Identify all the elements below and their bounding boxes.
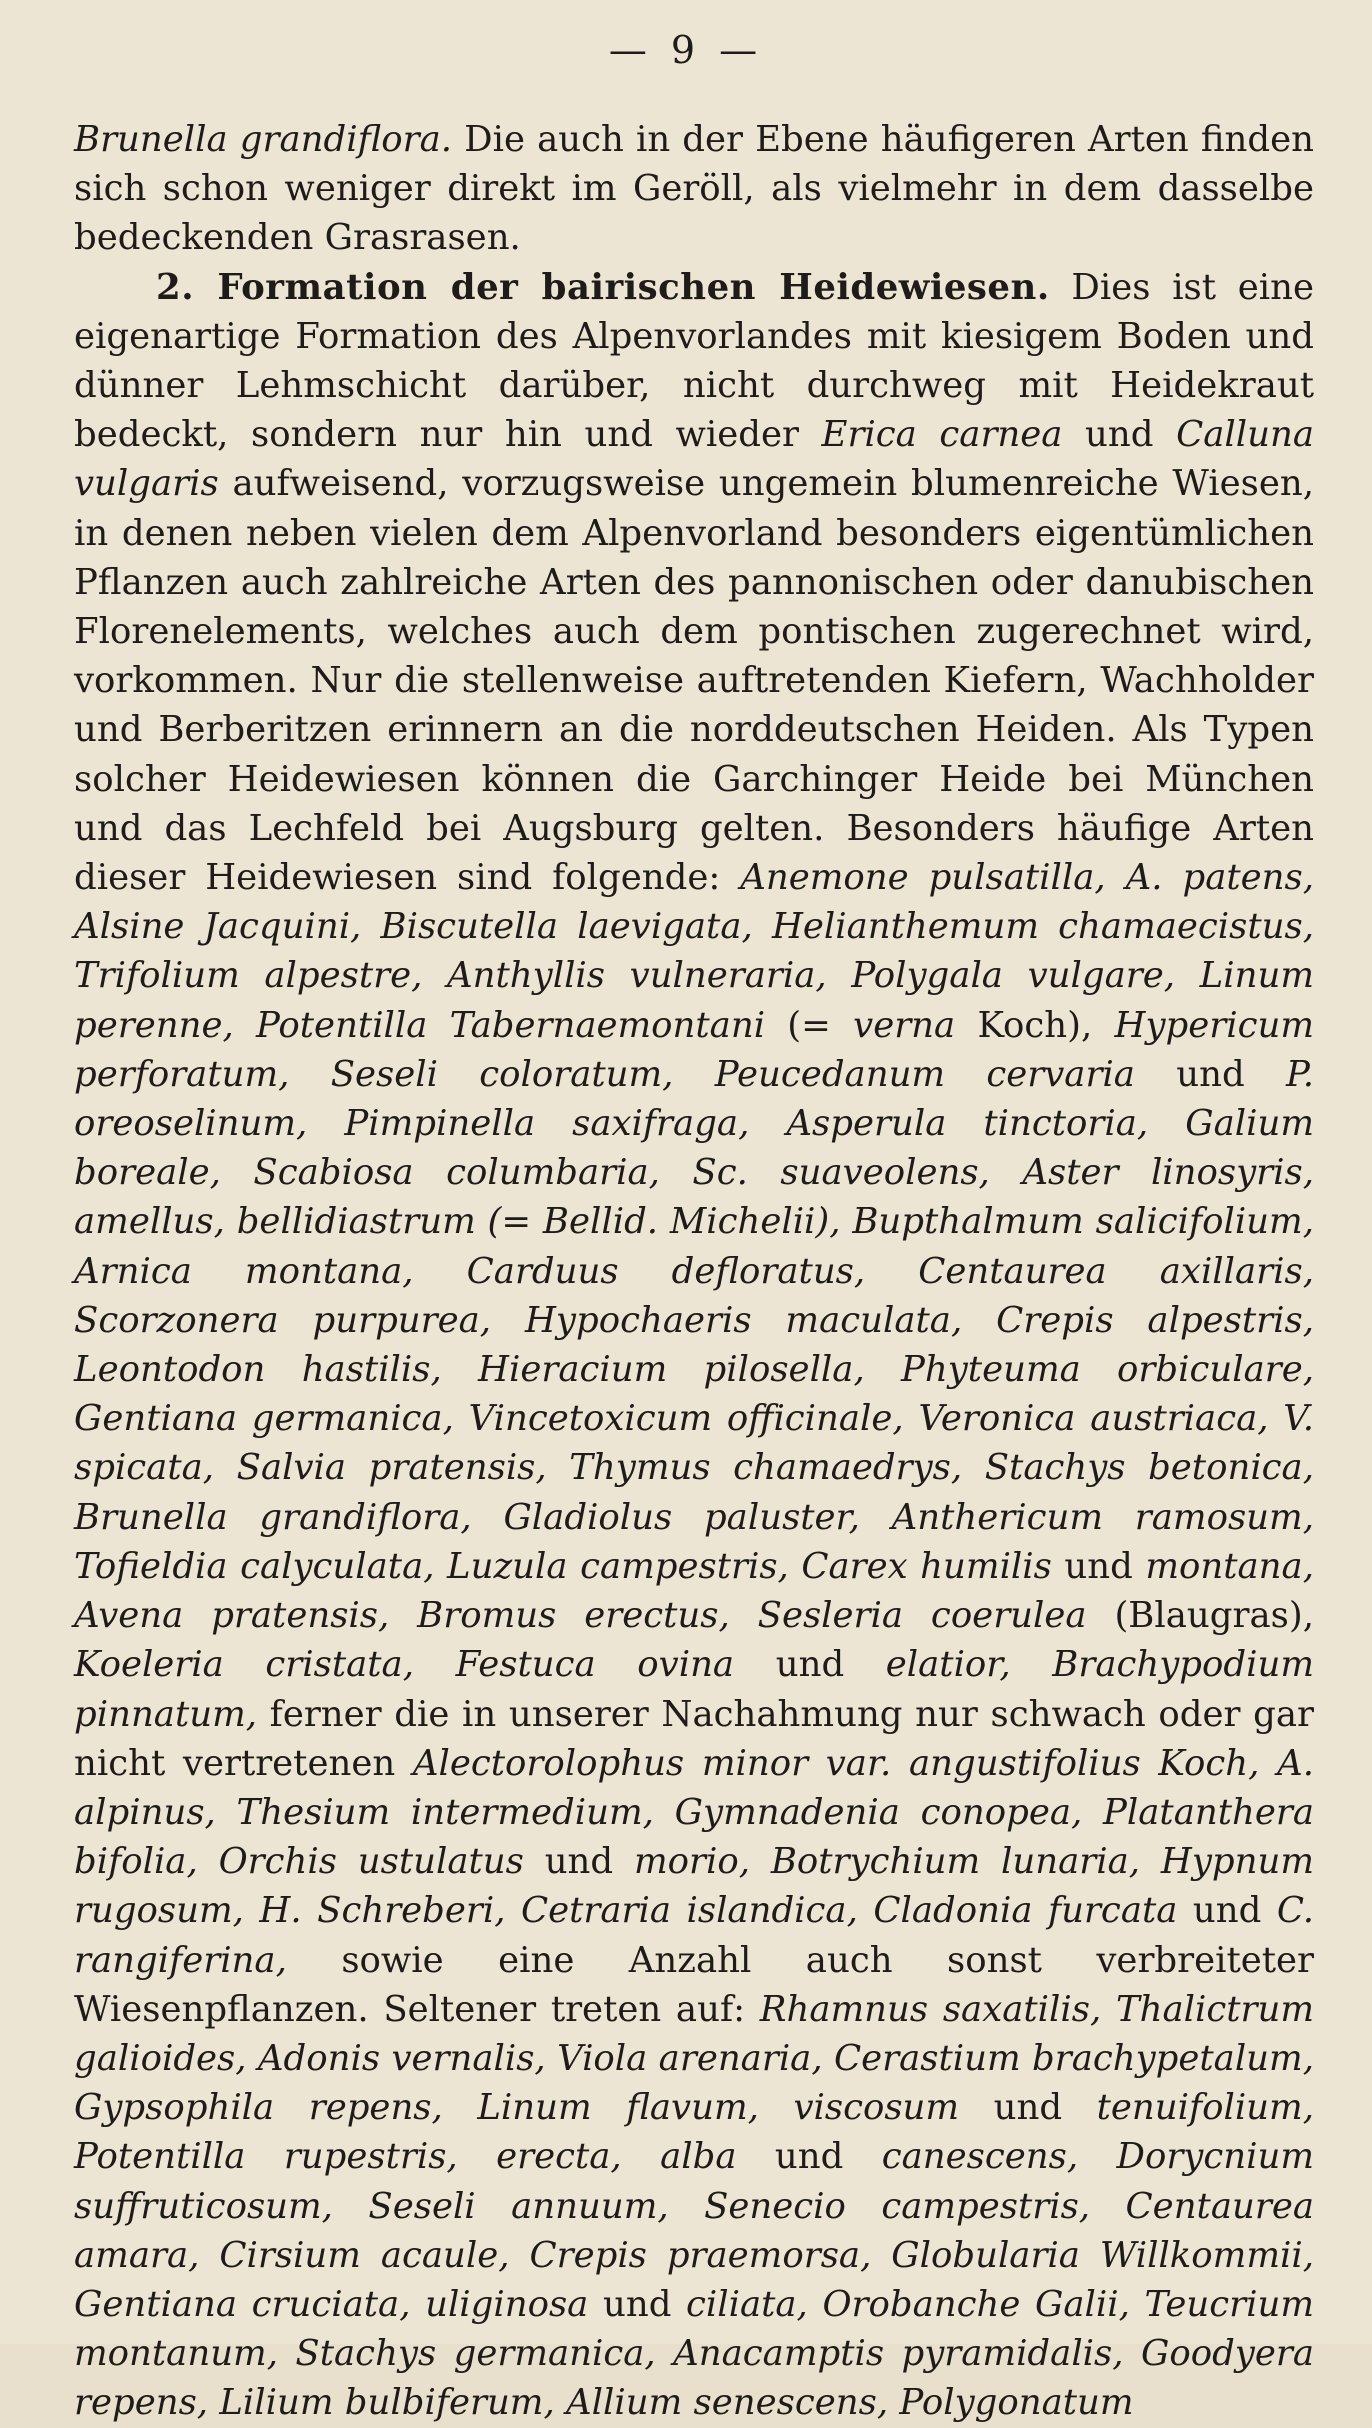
species-name: Calluna vulgaris bbox=[74, 414, 1314, 505]
species-list: canescens, Dorycnium suffruticosum, Seseli annuum, Senecio campestris, Centaurea amara, Cirsium acaule, Crepis praemorsa, Globularia Willkommii, Gentiana cruciata, uliginosa bbox=[74, 2136, 1314, 2325]
species-list: Anemone pulsatilla, A. patens, Alsine Jacquini, Biscutella laevigata, Helianthemum chamaecistus, Trifolium alpestre, Anthyllis vulneraria, Polygala vulgare, Linum perenne, Potentilla Tabernaemontani bbox=[74, 857, 1314, 1046]
paragraph-heidewiesen bbox=[74, 263, 1314, 2428]
species-list: tenuifolium, Potentilla rupestris, erecta, alba bbox=[74, 2087, 1314, 2178]
body-text: und bbox=[1134, 1053, 1287, 1095]
body-text: (= bbox=[765, 1004, 854, 1046]
species-list: morio, Botrychium lunaria, Hypnum rugosum, H. Schreberi, Cetraria islandica, Cladonia furcata bbox=[74, 1841, 1314, 1932]
body-text: und bbox=[736, 2136, 882, 2178]
body-text: und bbox=[734, 1644, 886, 1686]
species-list: Alectorolophus minor var. angustifolius Koch, A. alpinus, Thesium intermedium, Gymnadenia conopea, Platanthera bifolia, Orchis ustulatus bbox=[74, 1742, 1314, 1883]
species-list: Koeleria cristata, Festuca ovina bbox=[74, 1644, 735, 1686]
body-text: (Blaugras), bbox=[1086, 1595, 1314, 1637]
body-text: und bbox=[959, 2087, 1097, 2129]
body-text: sowie eine Anzahl auch sonst verbreiteter Wiesenpflanzen. Seltener treten auf: bbox=[74, 1939, 1314, 2030]
paragraph-continued bbox=[74, 115, 1314, 263]
species-list: elatior, Brachypodium pinnatum, bbox=[74, 1644, 1314, 1735]
species-name: C. rangiferina, bbox=[74, 1890, 1314, 1981]
species-list: Rhamnus saxatilis, Thalictrum galioides, Adonis vernalis, Viola arenaria, Cerastium brachypetalum, Gypsophila repens, Linum flavum, viscosum bbox=[74, 1988, 1315, 2129]
body-text: und bbox=[523, 1841, 634, 1883]
body-text: und bbox=[1051, 1545, 1146, 1587]
body-text: Koch), bbox=[955, 1004, 1115, 1046]
page-number: — 9 — bbox=[608, 28, 764, 72]
body-text: und bbox=[1062, 414, 1177, 456]
species-list: Hypericum perforatum, Seseli coloratum, Peucedanum cervaria bbox=[74, 1004, 1314, 1095]
body-text: und bbox=[588, 2283, 687, 2325]
body-text: ferner die in unserer Nachahmung nur schwach oder gar nicht vertretenen bbox=[74, 1693, 1314, 1784]
species-name: Brunella grandiflora. bbox=[74, 119, 453, 160]
species-list: ciliata, Orobanche Galii, Teucrium montanum, Stachys germanica, Anacamptis pyramidalis, Goodyera repens, Lilium bulbiferum, Allium senescens, Polygonatum bbox=[74, 2283, 1314, 2424]
species-list: montana, Avena pratensis, Bromus erectus, Sesleria coerulea bbox=[74, 1545, 1314, 1637]
body-text: aufweisend, vorzugsweise ungemein blumenreiche Wiesen, in denen neben vielen dem Alpenvorland besonders eigentümlichen Pflanzen auch zahlreiche Arten des pannonischen oder danubischen Florenelements, welches auch dem pontischen zugerechnet wird, vorkommen. Nur die stellenweise auftretenden Kiefern, Wachholder und Berberitzen erinnern an die norddeutschen Heiden. Als Typen solcher Heidewiesen können die Garchinger Heide bei München und das Lechfeld bei Augsburg gelten. Besonders häufige Arten dieser Heidewiesen sind folgende: bbox=[74, 463, 1314, 899]
body-text: Die auch in der Ebene häufigeren Arten finden sich schon weniger direkt im Geröll, als vielmehr in dem dasselbe bedeckenden Grasrasen. bbox=[74, 119, 1314, 259]
body-text: Dies ist eine eigenartige Formation des Alpenvorlandes mit kiesigem Boden und dünner Lehmschicht darüber, nicht durchweg mit Heidekraut bedeckt, sondern nur hin und wieder bbox=[74, 266, 1314, 456]
species-list: P. oreoselinum, Pimpinella saxifraga, Asperula tinctoria, Galium boreale, Scabiosa columbaria, Sc. suaveolens, Aster linosyris, amellus, bellidiastrum (= Bellid. Michelii), Bupthalmum salicifolium, Arnica montana, Carduus defloratus, Centaurea axillaris, Scorzonera purpurea, Hypochaeris maculata, Crepis alpestris, Leontodon hastilis, Hieracium pilosella, Phyteuma orbiculare, Gentiana germanica, Vincetoxicum officinale, Veronica austriaca, V. spicata, Salvia pratensis, Thymus chamaedrys, Stachys betonica, Brunella grandiflora, Gladiolus paluster, Anthericum ramosum, Tofieldia calyculata, Luzula campestris, Carex humilis bbox=[74, 1053, 1314, 1587]
text-body bbox=[74, 115, 1314, 2428]
species-name: verna bbox=[853, 1004, 956, 1046]
section-heading: 2. Formation der bairischen Heidewiesen. bbox=[156, 266, 1050, 308]
species-name: Erica carnea bbox=[821, 414, 1063, 456]
body-text: und bbox=[1177, 1890, 1277, 1932]
